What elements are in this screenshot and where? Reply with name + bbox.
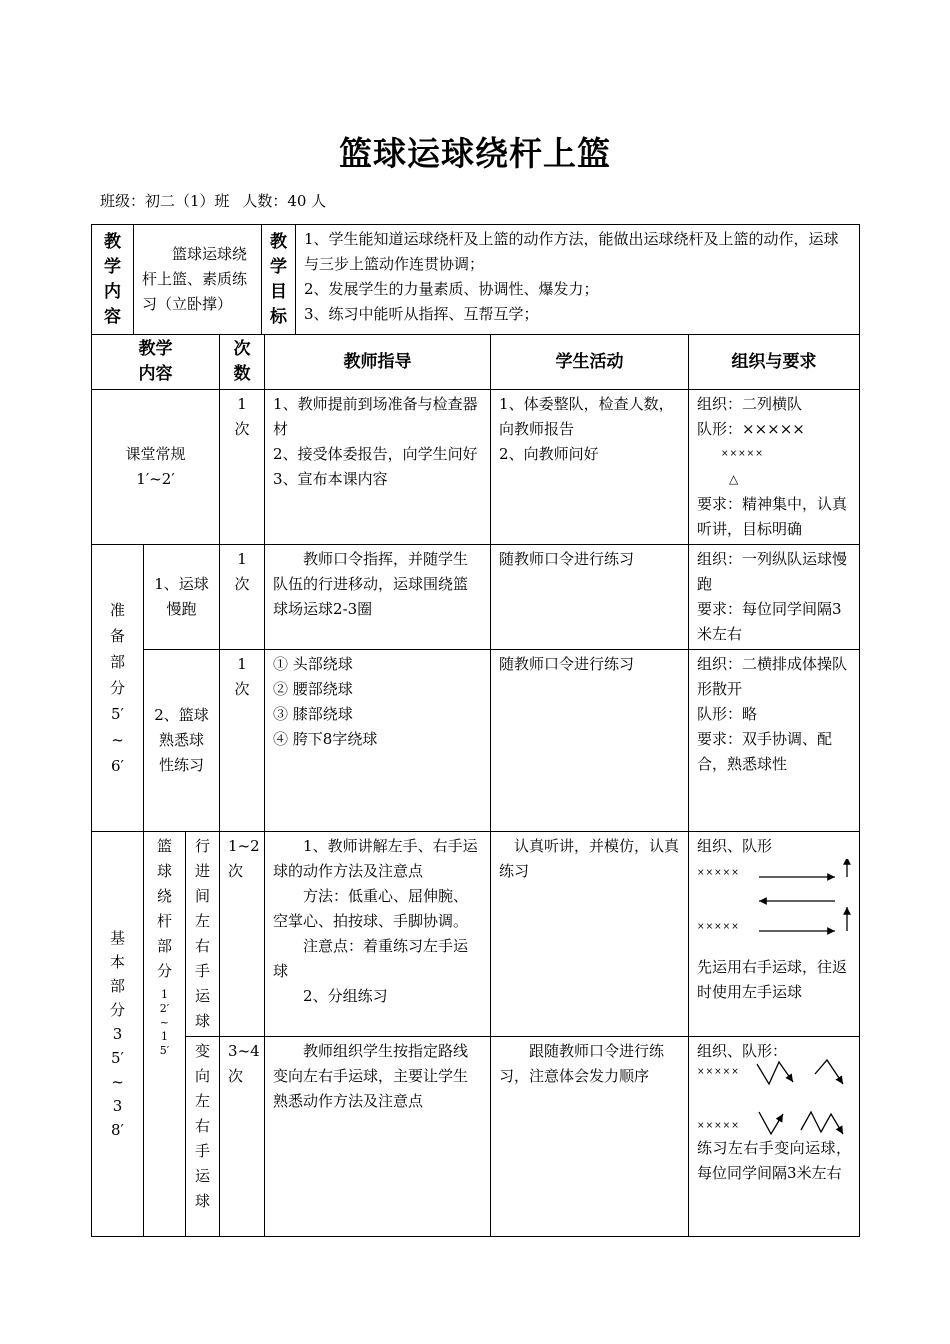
formation-row: ××××× <box>697 1067 740 1077</box>
prep-item-org: 组织：一列纵队运球慢跑 要求：每位同学间隔3米左右 <box>689 545 860 650</box>
header-teacher: 教师指导 <box>265 335 491 390</box>
class-label: 班级：初二（1）班 <box>100 192 230 210</box>
basic-sub: 篮球绕杆部分 12′~15′ <box>144 832 186 1237</box>
zigzag-diagram <box>697 1064 851 1136</box>
prep-item-name: 1、运球慢跑 <box>144 545 220 650</box>
routine-student: 1、体委整队，检查人数，向教师报告 2、向教师问好 <box>491 390 689 545</box>
basic-item-student: 认真听讲，并模仿，认真练习 <box>491 832 689 1037</box>
header-org: 组织与要求 <box>689 335 860 390</box>
content-header: 教学内容 <box>92 225 134 335</box>
routine-times: 1次 <box>220 390 265 545</box>
prep-item-times: 1次 <box>220 650 265 832</box>
goal-item: 2、发展学生的力量素质、协调性、爆发力； <box>304 280 599 298</box>
formation-row: ××××× <box>697 868 740 878</box>
header-times: 次数 <box>220 335 265 390</box>
basic-item-name: 变向左右手运球 <box>186 1037 220 1237</box>
basic-item-times: 1~2次 <box>220 832 265 1037</box>
arrows-diagram <box>697 859 852 955</box>
routine-teacher: 1、教师提前到场准备与检查器材 2、接受体委报告，向学生问好 3、宣布本课内容 <box>265 390 491 545</box>
lesson-table <box>91 334 860 1237</box>
prep-item-teacher: 教师口令指挥，并随学生队伍的行进移动，运球围绕篮球场运球2-3圈 <box>265 545 491 650</box>
prep-part: 准备部分5′~6′ <box>92 545 144 832</box>
routine-name: 课堂常规 1′~2′ <box>92 390 220 545</box>
basic-item-times: 3~4次 <box>220 1037 265 1237</box>
prep-item-name: 2、篮球熟悉球性练习 <box>144 650 220 832</box>
basic-item-org: 组织、队形 ××××× ××××× 先运用右手运球，往返时使用左手运球 <box>689 832 860 1037</box>
goal-item: 3、练习中能听从指挥、互帮互学； <box>304 305 539 323</box>
basic-item-teacher: 1、教师讲解左手、右手运球的动作方法及注意点 方法：低重心、屈伸腕、空掌心、拍按球、手脚协调。 注意点：着重练习左手运球 2、分组练习 <box>265 832 491 1037</box>
prep-item-student: 随教师口令进行练习 <box>491 545 689 650</box>
formation-diagram <box>697 859 851 955</box>
routine-org: 组织：二列横队 队形：××××× ××××× △ 要求：精神集中，认真听讲，目标明确 <box>689 390 860 545</box>
basic-item-teacher: 教师组织学生按指定路线变向左右手运球，主要让学生熟悉动作方法及注意点 <box>265 1037 491 1237</box>
prep-item-teacher: ① 头部绕球 ② 腰部绕球 ③ 膝部绕球 ④ 胯下8字绕球 <box>265 650 491 832</box>
header-content: 教学内容 <box>92 335 220 390</box>
goal-header: 教学目标 <box>262 225 296 335</box>
zigzag-arrow <box>757 1062 793 1084</box>
page-title: 篮球运球绕杆上篮 <box>339 134 611 173</box>
formation-row: ××××× <box>697 1121 740 1131</box>
goal-list <box>296 225 860 335</box>
prep-item-org: 组织：二横排成体操队形散开 队形：略 要求：双手协调、配合，熟悉球性 <box>689 650 860 832</box>
zigzag-arrow <box>815 1060 843 1084</box>
goal-item: 1、学生能知道运球绕杆及上篮的动作方法，能做出运球绕杆及上篮的动作，运球与三步上篮动作连贯协调； <box>304 230 839 273</box>
info-table <box>91 224 860 335</box>
prep-item-student: 随教师口令进行练习 <box>491 650 689 832</box>
zigzag-arrow <box>759 1112 783 1134</box>
prep-item-times: 1次 <box>220 545 265 650</box>
content-text: 篮球运球绕杆上篮、素质练习（立卧撑） <box>134 225 262 335</box>
basic-item-org: 组织、队形： ××××× ××××× 练习左右手变向运球，每位同学间隔3米左右 <box>689 1037 860 1237</box>
basic-part: 基本部分35′~38′ <box>92 832 144 1237</box>
basic-item-student: 跟随教师口令进行练习，注意体会发力顺序 <box>491 1037 689 1237</box>
formation-row: ××××× <box>697 922 740 932</box>
class-info <box>100 190 334 211</box>
zigzag-arrows <box>697 1054 852 1138</box>
student-count: 人数：40 人 <box>242 192 327 210</box>
header-student: 学生活动 <box>491 335 689 390</box>
basic-item-name: 行进间左右手运球 <box>186 832 220 1037</box>
zigzag-arrow <box>801 1112 843 1134</box>
